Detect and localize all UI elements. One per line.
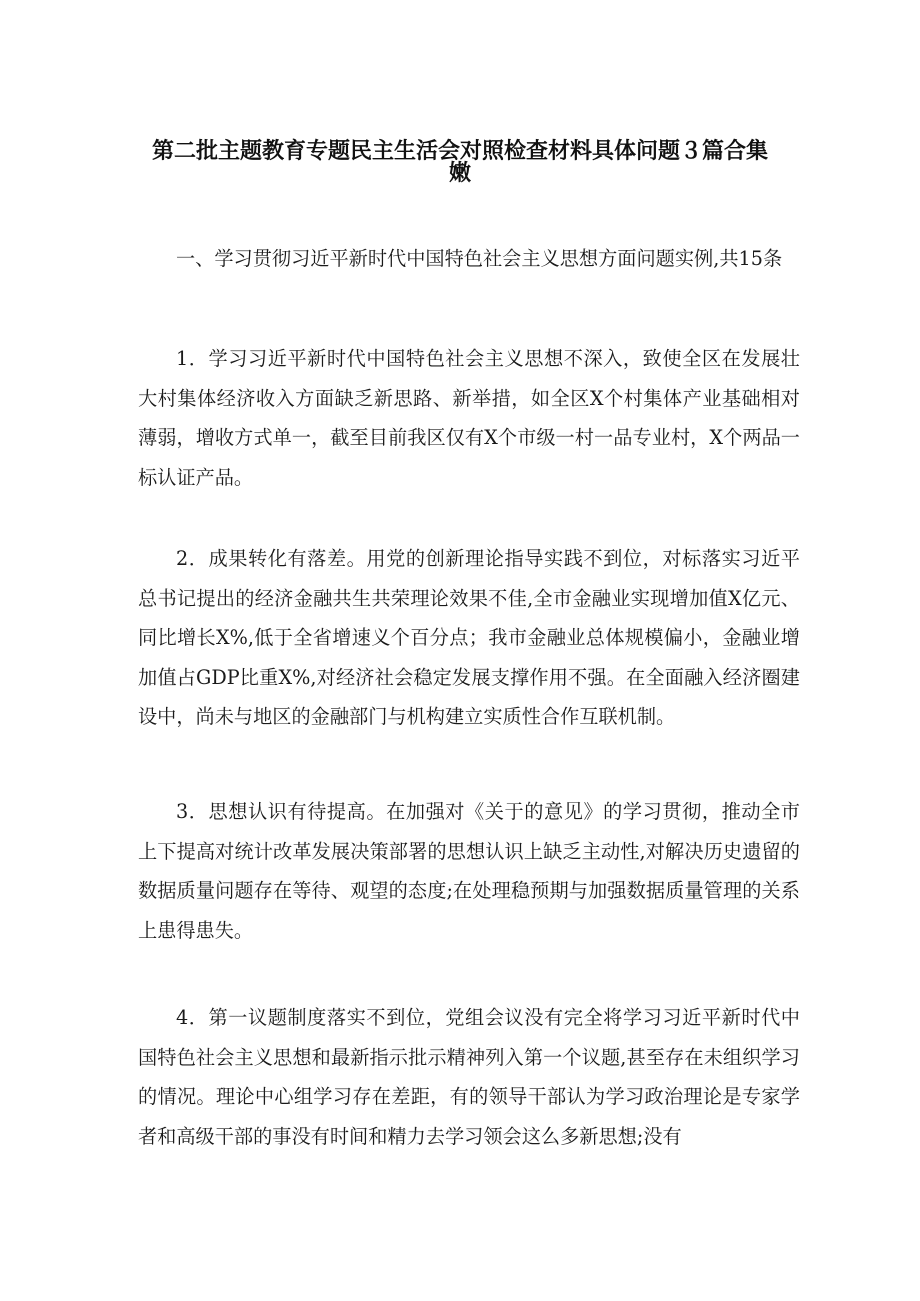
paragraph-2: 2．成果转化有落差。用党的创新理论指导实践不到位，对标落实习近平总书记提出的经济金融共生共荣理论效果不佳,全市金融业实现增加值X亿元、同比增长X%,低于全省增速义个百分点；我市金融业总体规模偏小，金融业增加值占GDP比重X%,对经济社会稳定发展支撑作用不强。在全面融入经济圈建设中，尚未与地区的金融部门与机构建立实质性合作互联机制。 xyxy=(138,547,800,728)
paragraph-1: 1．学习习近平新时代中国特色社会主义思想不深入，致使全区在发展壮大村集体经济收入方面缺乏新思路、新举措，如全区X个村集体产业基础相对薄弱，增收方式单一，截至目前我区仅有X个市级一村一品专业村，X个两品一标认证产品。 xyxy=(138,347,800,489)
document-title-line-2: 嫩 xyxy=(448,161,471,186)
document-title-line-1: 第二批主题教育专题民主生活会对照检查材料具体问题３篇合集 xyxy=(151,139,768,164)
paragraph-3: 3．思想认识有待提高。在加强对《关于的意见》的学习贯彻，推动全市上下提高对统计改革发展决策部署的思想认识上缺乏主动性,对解决历史遗留的数据质量问题存在等待、观望的态度;在处理稳预期与加强数据质量管理的关系上患得患失。 xyxy=(138,800,800,942)
paragraph-4: 4．第一议题制度落实不到位，党组会议没有完全将学习习近平新时代中国特色社会主义思想和最新指示批示精神列入第一个议题,甚至存在未组织学习的情况。理论中心组学习存在差距，有的领导干部认为学习政治理论是专家学者和高级干部的事没有时间和精力去学习领会这么多新思想;没有 xyxy=(138,1006,800,1148)
section-heading: 一、学习贯彻习近平新时代中国特色社会主义思想方面问题实例,共15条 xyxy=(176,247,783,270)
